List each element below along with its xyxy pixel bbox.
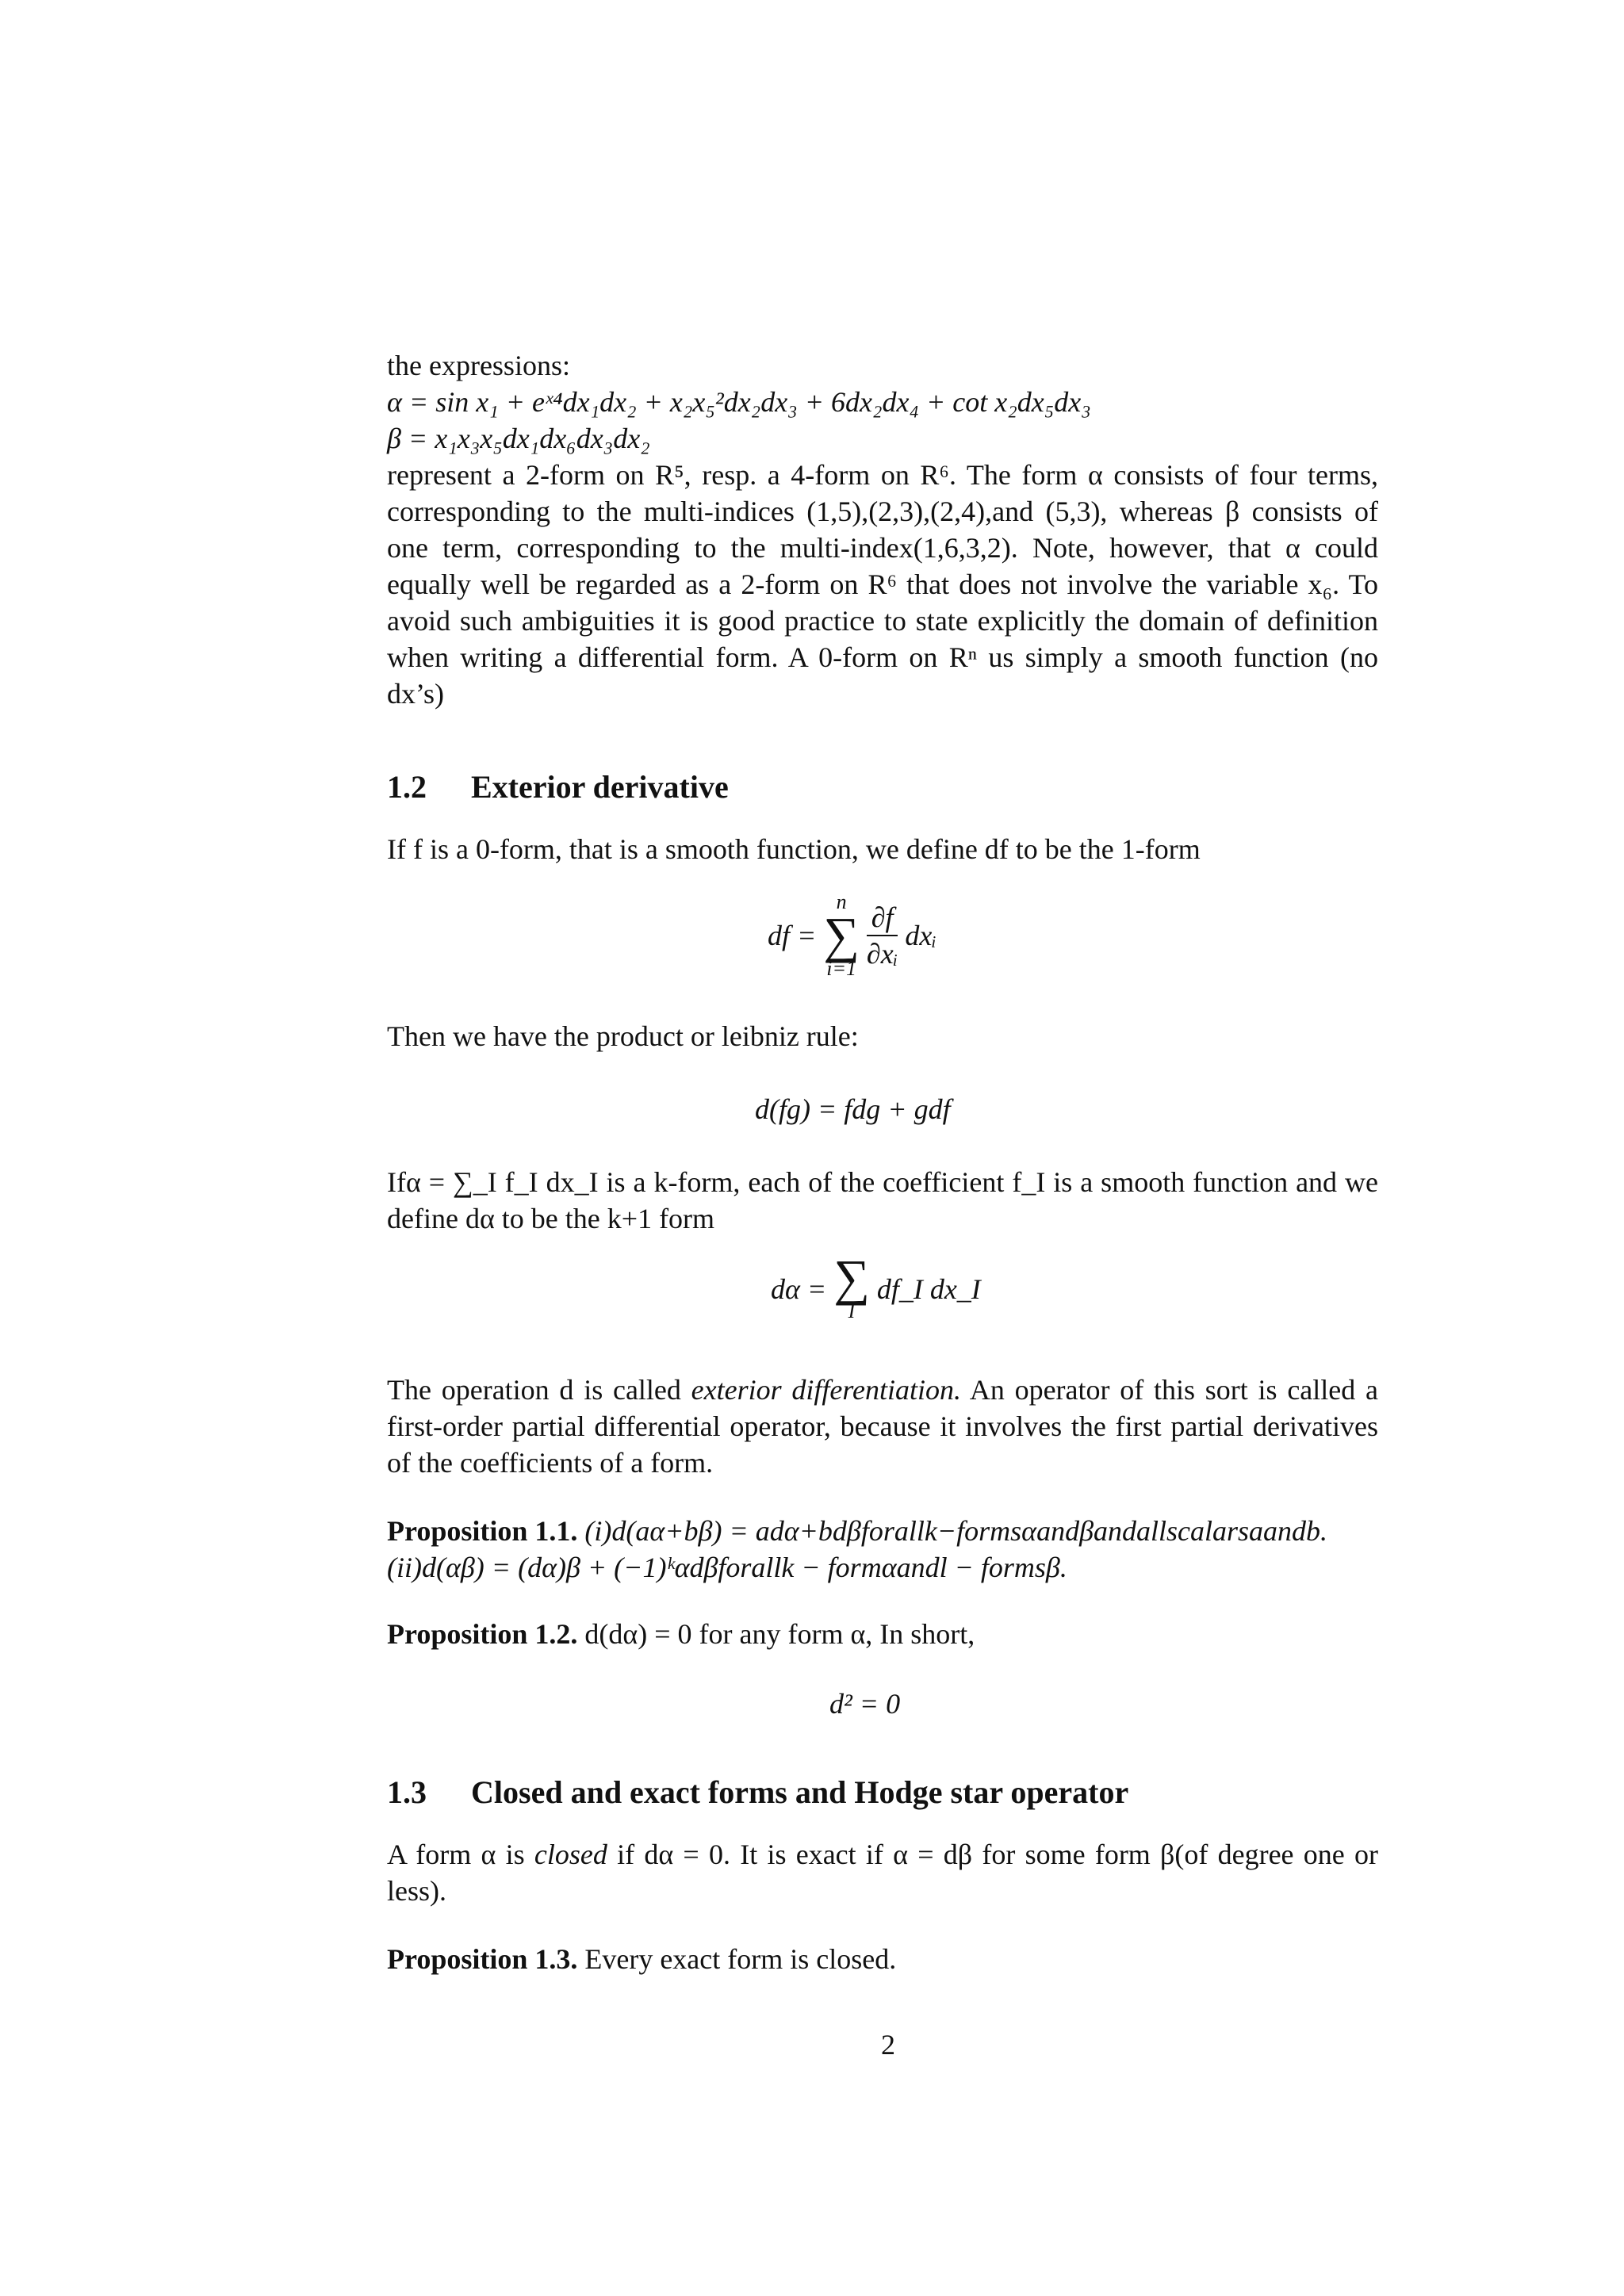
equation-d-alpha (771, 1249, 981, 1322)
summation: n ∑ i=1 (823, 890, 860, 980)
section-number: 1.2 (387, 769, 427, 805)
paragraph-k-form: Ifα = ∑_I f_I dx_I is a k-form, each of the coefficient f_I is a smooth function and we define dα to be the k+1 form (387, 1166, 1378, 1234)
paragraph-df-definition: If f is a 0-form, that is a smooth function, we define df to be the 1-form (387, 833, 1201, 865)
page-number: 2 (881, 2029, 895, 2061)
proposition-1-1-line1 (387, 1513, 1327, 1549)
paragraph-leibniz: Then we have the product or leibniz rule: (387, 1020, 859, 1052)
section-number: 1.3 (387, 1774, 427, 1810)
eq-tail: df_I dx_I (876, 1273, 981, 1305)
partial-fraction (867, 900, 898, 971)
emphasis-term: exterior differentiation. (691, 1374, 962, 1406)
paragraph-closed-exact (387, 1836, 1378, 1909)
text-run: An operator of this sort is called a first-order partial differential operator, because it involves the first partial derivatives of the coefficients of a form. (387, 1374, 1378, 1479)
fraction-numerator: ∂f (867, 900, 898, 936)
proposition-1-3 (387, 1941, 896, 1977)
proposition-label: Proposition 1.2. (387, 1618, 578, 1650)
intro-line: the expressions: (387, 350, 570, 381)
eq-lhs: df = (768, 920, 817, 951)
text-run: The operation d is called (387, 1374, 691, 1406)
section-heading-1-2 (387, 769, 729, 806)
proposition-text: d(dα) = 0 for any form α, In short, (584, 1618, 975, 1650)
proposition-1-1-line2: (ii)d(αβ) = (dα)β + (−1)ᵏαdβforallk − formαandl − formsβ. (387, 1552, 1067, 1583)
intro-paragraph: represent a 2-form on R⁵, resp. a 4-form on R⁶. The form α consists of four terms, corresponding to the multi-indices (1,5),(2,3),(2,4),and (5,3), whereas β consists of one term, corresponding to the multi-index(1,6,3,2). Note, however, that α could equally well be regarded as a 2-form on R⁶ that does not involve the variable x₆. To avoid such ambiguities it is good practice to state explicitly the domain of definition when writing a differential form. A 0-form on Rⁿ us simply a smooth function (no dx’s) (387, 459, 1378, 710)
section-title: Exterior derivative (471, 769, 729, 805)
emphasis-term: closed (534, 1839, 607, 1870)
section-heading-1-3 (387, 1774, 1128, 1811)
summation: ∑ I (833, 1249, 870, 1322)
proposition-text: (i)d(aα+bβ) = adα+bdβforallk−formsαandβandallscalarsaandb. (584, 1515, 1328, 1547)
proposition-label: Proposition 1.3. (387, 1943, 578, 1975)
proposition-text: Every exact form is closed. (584, 1943, 897, 1975)
sum-lower: I (848, 1299, 856, 1322)
sum-upper: n (836, 890, 847, 913)
alpha-expression: α = sin x₁ + eˣ⁴dx₁dx₂ + x₂x₅²dx₂dx₃ + 6dx₂dx₄ + cot x₂dx₅dx₃ (387, 386, 1091, 418)
section-title: Closed and exact forms and Hodge star operator (471, 1774, 1129, 1810)
equation-df (768, 891, 936, 980)
proposition-1-2 (387, 1616, 975, 1652)
beta-expression: β = x₁x₃x₅dx₁dx₆dx₃dx₂ (387, 423, 650, 454)
sum-lower: i=1 (826, 957, 856, 980)
fraction-denominator: ∂xᵢ (866, 938, 898, 970)
eq-tail: dxᵢ (905, 920, 937, 951)
text-run: if dα = 0. It is exact if α = dβ for some form β(of degree one or less). (387, 1839, 1378, 1907)
equation-d-squared: d² = 0 (829, 1688, 901, 1720)
proposition-label: Proposition 1.1. (387, 1515, 578, 1547)
eq-lhs: dα = (771, 1273, 827, 1305)
text-run: A form α is (387, 1839, 534, 1870)
equation-leibniz: d(fg) = fdg + gdf (755, 1093, 951, 1125)
paragraph-exterior-differentiation (387, 1372, 1378, 1481)
